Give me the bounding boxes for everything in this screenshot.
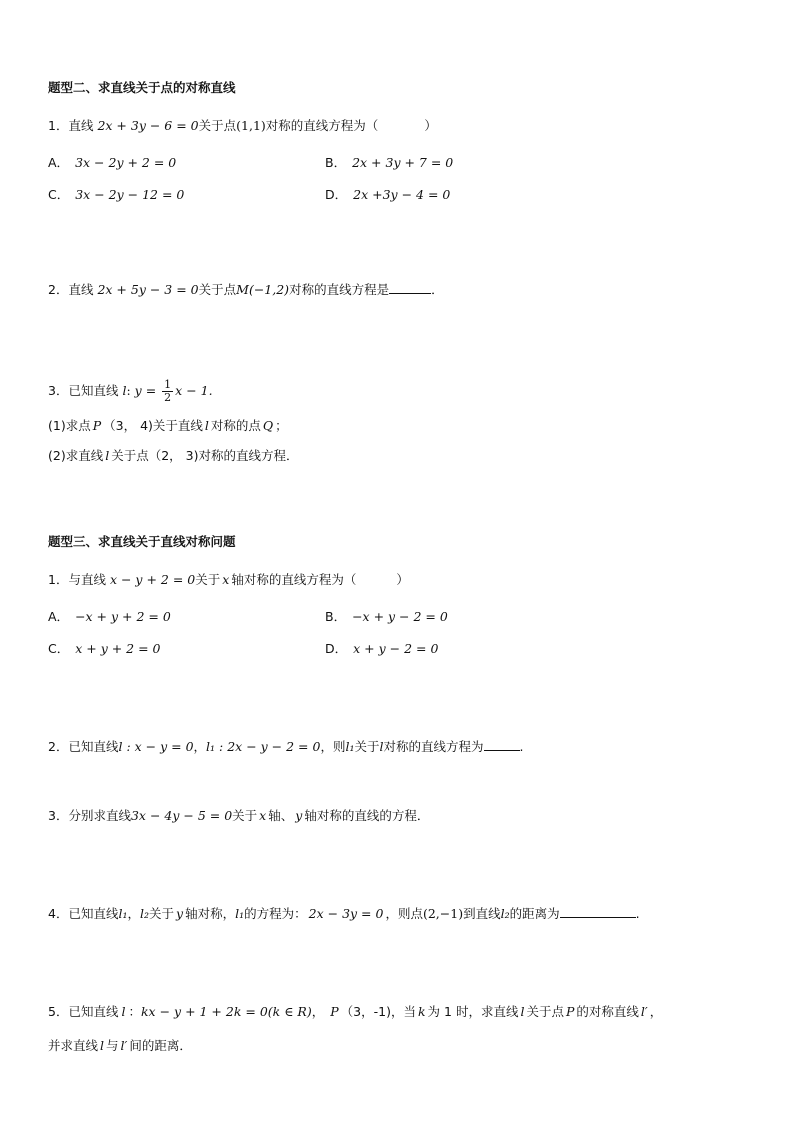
equation: 3x − 4y − 5 = 0 [130,808,233,823]
q-text: ， [193,739,207,754]
q-text: 轴对称的直线方程为（ [231,572,357,587]
q-text: 间的距离． [129,1038,192,1053]
q-text: 轴对称， [185,906,236,921]
q-text: ，则 [320,739,346,754]
q-text: （3，-1)，当 [340,1004,416,1019]
q-text: 对称的直线方程为 [383,739,484,754]
s3-question-3 [48,806,429,826]
line-l: l [379,739,384,754]
q-number: 5． [48,1004,69,1019]
option-equation: x + y + 2 = 0 [75,641,161,656]
option-label: A． [48,609,70,624]
q-text: 的对称直线 [576,1004,639,1019]
equation-l: l : x − y = 0 [118,739,194,754]
equation: kx − y + 1 + 2k = 0(k ∈ R) [140,1004,312,1019]
option-d [325,185,450,205]
answer-blank[interactable] [389,281,431,294]
q-text: 对称的直线方程是 [289,282,390,297]
q-number: 3． [48,383,69,398]
equation: 2x + 3y − 6 = 0 [97,118,199,133]
line-l: l [105,448,110,463]
s3-question-1 [48,570,409,590]
line-l-prime: l′ [120,1038,128,1053]
colon: : [126,383,131,398]
q-text: ． [431,282,444,297]
line-l2: l₂ [140,906,150,921]
q-number: 2． [48,282,69,297]
equals: = [145,383,157,398]
fraction-numerator: 1 [164,378,172,391]
q-text: ） [396,572,409,587]
q-text: ） [424,118,437,133]
option-d [325,639,438,659]
var-x: x [222,572,230,587]
point: (2,−1) [422,906,464,921]
option-equation: 3x − 2y + 2 = 0 [75,155,177,170]
q-text: 已知直线 [68,383,119,398]
q-text: 并求直线 [48,1038,99,1053]
q-text: 对称的点 [210,418,261,433]
q-text: (2)求直线 [48,448,104,463]
line-l2: l₂ [500,906,510,921]
line-l: l [520,1004,525,1019]
q-text: ； [275,418,288,433]
option-label: B． [325,155,347,170]
point: M(−1,2) [236,282,290,297]
option-label: D． [325,187,348,202]
q-text: 直线 [68,118,94,133]
line-l1: l₁ [345,739,355,754]
q-text: 的方程为： [244,906,307,921]
point-p: P [565,1004,575,1019]
equation-rest: x − 1. [175,383,213,398]
line-l1: l₁ [118,906,128,921]
option-b [325,607,448,627]
option-c [48,639,161,659]
option-equation: −x + y − 2 = 0 [352,609,448,624]
option-c [48,185,184,205]
option-equation: 2x +3y − 4 = 0 [353,187,451,202]
q-text: ，则点 [385,906,423,921]
q-text: 对称的直线方程为（ [265,118,379,133]
q-number: 1． [48,572,69,587]
equation-l1: l₁ : 2x − y − 2 = 0 [206,739,321,754]
s2-question-2 [48,280,444,300]
point-p: P [330,1004,339,1019]
q-text: 分别求直线 [68,808,131,823]
equation: x − y + 2 = 0 [109,572,196,587]
line-l: l [121,1004,126,1019]
s2-question-1 [48,116,437,136]
q-number: 4． [48,906,69,921]
var-y: y [176,906,184,921]
line-l: l [122,383,127,398]
s3-question-5-line-2 [48,1036,192,1056]
option-label: A． [48,155,70,170]
q-text: 轴、 [268,808,294,823]
answer-blank[interactable] [484,738,520,751]
q-text: ， [311,1004,325,1019]
q-number: 3． [48,808,69,823]
q-text: . [519,739,524,754]
option-b [325,153,453,173]
option-equation: −x + y + 2 = 0 [75,609,171,624]
q-text: 关于 [149,906,175,921]
q-text: 的距离为 [509,906,560,921]
line-l1: l₁ [235,906,245,921]
q-text: 关于 [354,739,380,754]
q-text: 关于点 [198,118,237,133]
q-text: 已知直线 [68,739,119,754]
s3-question-5 [48,1002,662,1022]
q-text: 已知直线 [68,906,119,921]
equation: 2x + 5y − 3 = 0 [97,282,199,297]
option-a [48,607,171,627]
q-text: 到直线 [463,906,501,921]
point: (1,1) [236,118,266,133]
option-equation: 2x + 3y + 7 = 0 [352,155,454,170]
q-text: 关于 [195,572,221,587]
option-equation: 3x − 2y − 12 = 0 [75,187,185,202]
option-label: D． [325,641,348,656]
q-text: 已知直线 [68,1004,119,1019]
s2-question-3 [48,376,213,406]
q-number: 1． [48,118,69,133]
var-y: y [134,383,142,398]
s3-question-4 [48,904,640,924]
q-text: 轴对称的直线的方程． [304,808,430,823]
q-text: ， [649,1004,663,1019]
answer-blank[interactable] [560,905,636,918]
var-k: k [417,1004,426,1019]
equation: 2x − 3y = 0 [308,906,384,921]
fraction [162,379,173,404]
q-text: 为 1 时，求直线 [427,1004,519,1019]
q-text: 与直线 [68,572,106,587]
q-text: ： [128,1004,141,1019]
option-label: C． [48,641,70,656]
option-a [48,153,176,173]
q-text: . [635,906,640,921]
option-label: C． [48,187,70,202]
q-text: 关于点 [198,282,237,297]
q-text: 与 [106,1038,119,1053]
section3-heading: 题型三、求直线关于直线对称问题 [48,534,236,549]
fraction-denominator: 2 [164,391,172,404]
s2-question-3-part-1 [48,416,288,436]
line-l: l [204,418,209,433]
q-text: ， [127,906,140,921]
q-number: 2． [48,739,69,754]
section2-heading: 题型二、求直线关于点的对称直线 [48,80,236,95]
point-q: Q [262,418,274,433]
q-text: 关于点（2， 3)对称的直线方程． [111,448,299,463]
line-l-prime: l′ [640,1004,648,1019]
s2-question-3-part-2 [48,446,298,466]
q-text: (1)求点 [48,418,91,433]
option-label: B． [325,609,347,624]
option-equation: x + y − 2 = 0 [353,641,439,656]
s3-question-2 [48,737,524,757]
var-y: y [295,808,303,823]
point-p: P [92,418,102,433]
q-text: 直线 [68,282,94,297]
q-text: 关于 [232,808,258,823]
q-text: 关于点 [526,1004,564,1019]
q-text: （3， 4)关于直线 [103,418,203,433]
var-x: x [259,808,267,823]
line-l: l [100,1038,105,1053]
